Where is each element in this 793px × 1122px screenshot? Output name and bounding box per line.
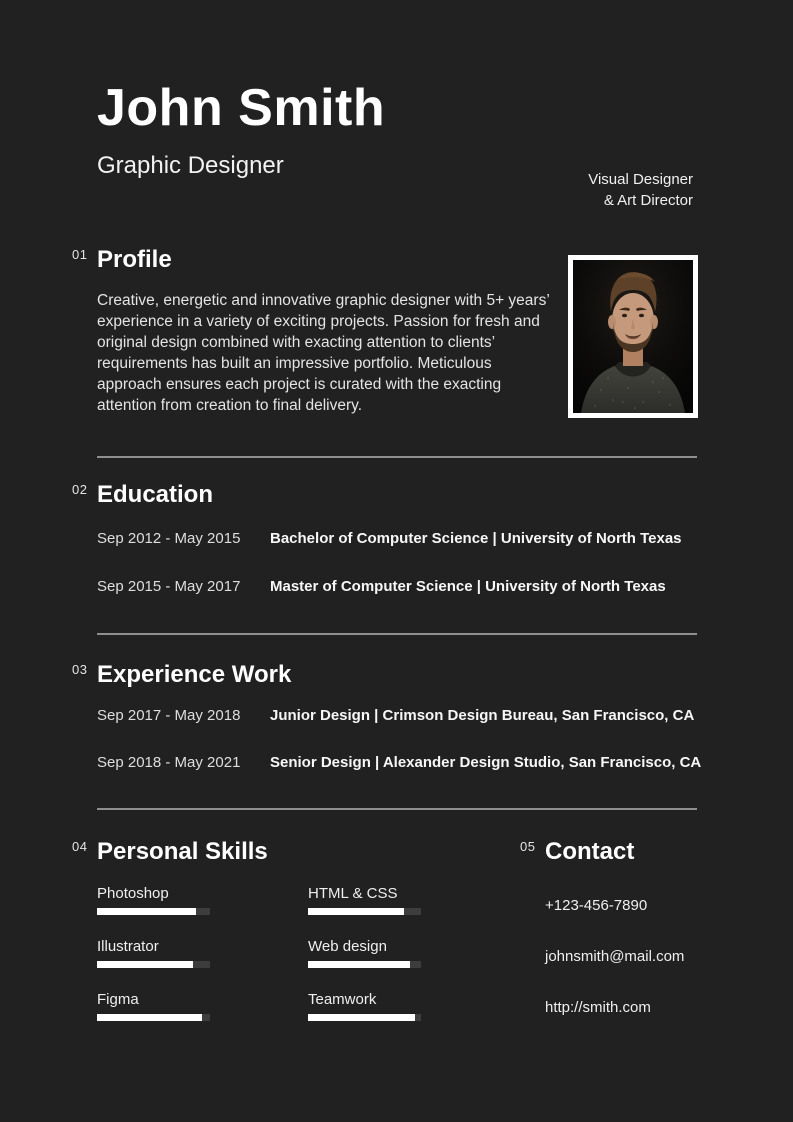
section-number: 01 (72, 247, 88, 262)
skill-bar-track (308, 1014, 421, 1021)
experience-detail: Junior Design | Crimson Design Bureau, San Francisco, CA (270, 707, 695, 724)
skill-item (308, 885, 421, 915)
person-role: Graphic Designer (97, 152, 284, 179)
skill-item (308, 991, 421, 1021)
skill-bar-fill (97, 908, 196, 915)
contact-website: http://smith.com (545, 999, 651, 1016)
section-heading-experience (72, 661, 292, 689)
skill-item (97, 991, 210, 1021)
secondary-role-line1: Visual Designer (588, 171, 693, 188)
skill-item (97, 938, 210, 968)
skill-bar-track (97, 1014, 210, 1021)
portrait-illustration (573, 260, 693, 413)
section-divider (97, 456, 697, 458)
profile-photo (568, 255, 698, 418)
skill-label: Web design (308, 938, 387, 955)
section-number: 02 (72, 482, 88, 497)
skill-item (97, 885, 210, 915)
section-title: Education (97, 481, 214, 508)
education-row (97, 530, 717, 548)
skill-label: Teamwork (308, 991, 377, 1008)
section-heading-profile (72, 246, 172, 274)
section-title: Contact (545, 838, 635, 865)
skills-grid (97, 885, 421, 1021)
section-divider (97, 808, 697, 810)
section-title: Profile (97, 246, 172, 273)
section-title: Personal Skills (97, 838, 268, 865)
education-dates: Sep 2015 - May 2017 (97, 578, 241, 595)
experience-row (97, 754, 717, 772)
skill-label: Illustrator (97, 938, 159, 955)
skill-bar-fill (308, 961, 410, 968)
person-name: John Smith (97, 79, 386, 137)
secondary-role-line2: & Art Director (603, 192, 693, 209)
skill-bar-track (97, 961, 210, 968)
skill-bar-track (308, 908, 421, 915)
skill-bar-track (308, 961, 421, 968)
skill-bar-fill (308, 908, 404, 915)
experience-detail: Senior Design | Alexander Design Studio, San Francisco, CA (270, 754, 702, 771)
section-number: 04 (72, 839, 88, 854)
section-title: Experience Work (97, 661, 292, 688)
skill-label: Figma (97, 991, 139, 1008)
section-heading-skills (72, 838, 268, 866)
section-number: 05 (520, 839, 536, 854)
education-dates: Sep 2012 - May 2015 (97, 530, 241, 547)
skill-bar-track (97, 908, 210, 915)
education-detail: Bachelor of Computer Science | University of North Texas (270, 530, 682, 547)
secondary-role (588, 169, 693, 211)
skill-label: Photoshop (97, 885, 169, 902)
skill-bar-fill (97, 961, 193, 968)
skill-item (308, 938, 421, 968)
contact-list (545, 897, 684, 1050)
education-detail: Master of Computer Science | University of North Texas (270, 578, 666, 595)
section-divider (97, 633, 697, 635)
skill-label: HTML & CSS (308, 885, 398, 902)
skill-bar-fill (308, 1014, 415, 1021)
section-number: 03 (72, 662, 88, 677)
experience-dates: Sep 2018 - May 2021 (97, 754, 241, 771)
contact-email: johnsmith@mail.com (545, 948, 685, 965)
education-row (97, 578, 717, 596)
skill-bar-fill (97, 1014, 202, 1021)
experience-row (97, 707, 717, 725)
section-heading-contact (520, 838, 635, 866)
contact-phone: +123-456-7890 (545, 897, 648, 914)
experience-dates: Sep 2017 - May 2018 (97, 707, 241, 724)
profile-summary: Creative, energetic and innovative graphic designer with 5+ years’ experience in a variety of exciting projects. Passion for fresh and original design combined with exacting attention to clients’ requirements has built an impressive portfolio. Meticulous approach ensures each project is curated with the exacting attention from creation to final delivery. (97, 292, 550, 414)
section-heading-education (72, 481, 214, 509)
